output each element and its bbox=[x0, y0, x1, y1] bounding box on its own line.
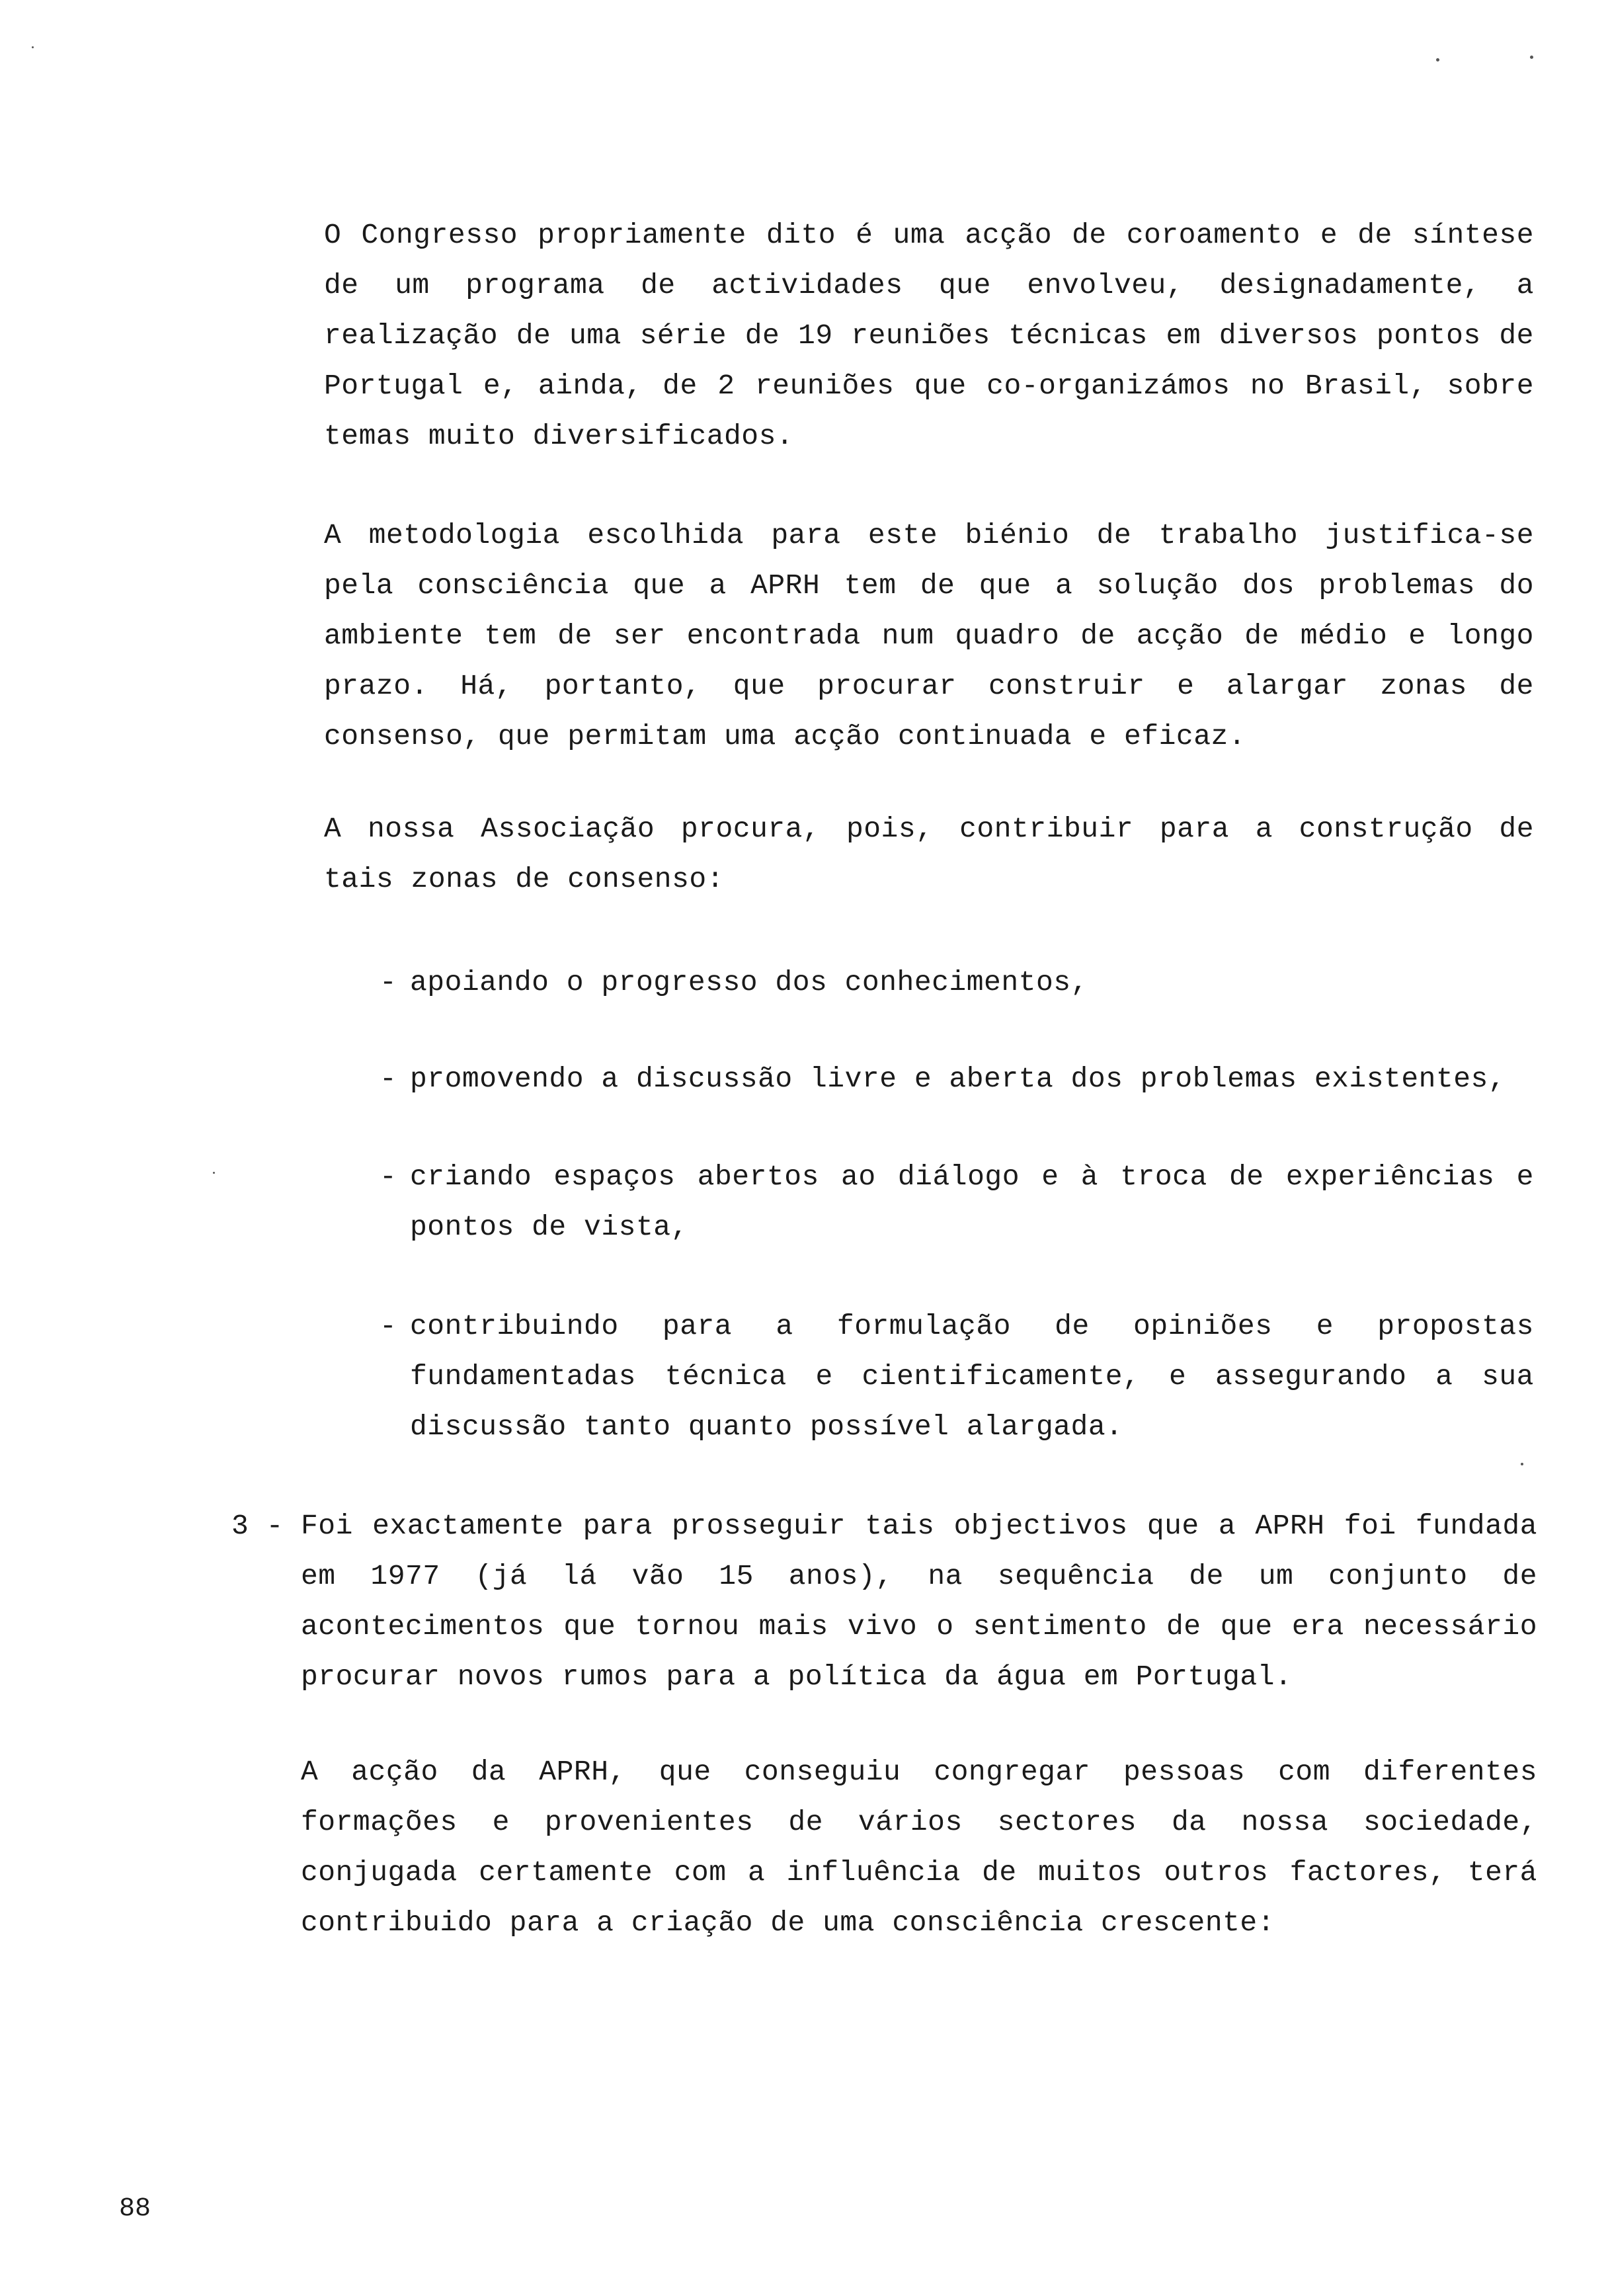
bullet-text: promovendo a discussão livre e aberta dos problemas existentes, bbox=[410, 1063, 1506, 1095]
bullet-text: criando espaços abertos ao diálogo e à troca de experiências e pontos de vista, bbox=[410, 1161, 1534, 1243]
scan-speck bbox=[1436, 58, 1439, 62]
bullet-item bbox=[380, 958, 1534, 1008]
bullet-dash: - bbox=[380, 1161, 397, 1193]
paragraph-association: A nossa Associação procura, pois, contribuir para a construção de tais zonas de consenso: bbox=[324, 813, 1534, 895]
paragraph-congress: O Congresso propriamente dito é uma acção de coroamento e de síntese de um programa de actividades que envolveu, designadamente, a realização de uma série de 19 reuniões técnicas em diversos pontos de Portugal e, ainda, de 2 reuniões que co-organizámos no Brasil, sobre temas muito diversificados. bbox=[324, 219, 1534, 452]
paragraph-aprh-action: A acção da APRH, que conseguiu congregar pessoas com diferentes formações e provenientes de vários sectores da nossa sociedade, conjugada certamente com a influência de muitos outros factores, terá contribuido para a criação de uma consciência crescente: bbox=[301, 1756, 1537, 1939]
bullet-item bbox=[380, 1301, 1534, 1452]
section-number: 3 - bbox=[231, 1510, 284, 1542]
bullet-dash: - bbox=[380, 966, 397, 999]
scan-speck bbox=[1521, 1463, 1523, 1465]
bullet-dash: - bbox=[380, 1310, 397, 1342]
bullet-text: contribuindo para a formulação de opiniões e propostas fundamentadas técnica e cientificamente, e assegurando a sua discussão tanto quanto possível alargada. bbox=[410, 1310, 1534, 1443]
bullet-item bbox=[380, 1152, 1534, 1252]
paragraph-methodology: A metodologia escolhida para este biénio de trabalho justifica-se pela consciência que a APRH tem de que a solução dos problemas do ambiente tem de ser encontrada num quadro de acção de médio e longo prazo. Há, portanto, que procurar construir e alargar zonas de consenso, que permitam uma acção continuada e eficaz. bbox=[324, 519, 1534, 753]
bullet-dash: - bbox=[380, 1063, 397, 1095]
numbered-paragraph-3 bbox=[231, 1501, 1537, 1702]
scan-speck bbox=[1530, 56, 1533, 59]
bullet-item bbox=[380, 1054, 1534, 1104]
scan-speck bbox=[32, 46, 34, 48]
scan-speck bbox=[213, 1172, 215, 1174]
bullet-text: apoiando o progresso dos conhecimentos, bbox=[410, 966, 1088, 999]
page-number: 88 bbox=[119, 2194, 151, 2224]
paragraph-founding: Foi exactamente para prosseguir tais objectivos que a APRH foi fundada em 1977 (já lá vão 15 anos), na sequência de um conjunto de acontecimentos que tornou mais vivo o sentimento de que era necessário procurar novos rumos para a política da água em Portugal. bbox=[301, 1510, 1537, 1693]
